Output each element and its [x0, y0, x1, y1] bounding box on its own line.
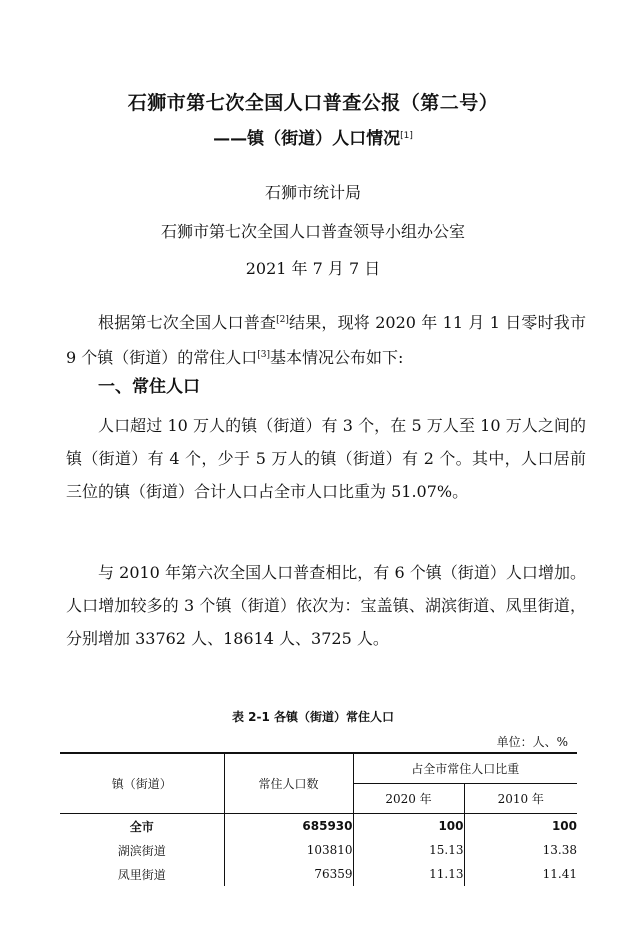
cell-share-2010: 13.38	[542, 843, 577, 857]
publish-date: 2021 年 7 月 7 日	[245, 259, 381, 278]
cell-share-2020: 100	[353, 814, 464, 839]
subtitle-footnote-ref[interactable]: [1]	[400, 131, 413, 141]
cell-name: 湖滨街道	[60, 838, 224, 862]
cell-share-2020: 15.13	[353, 838, 464, 862]
page-title: 石狮市第七次全国人口普查公报（第二号）	[127, 92, 499, 114]
issuer-bureau: 石狮市统计局	[264, 183, 361, 202]
intro-text-1: 根据第七次全国人口普查	[98, 313, 277, 332]
cell-population: 76359	[224, 862, 353, 886]
cell-share-2020: 11.13	[353, 862, 464, 886]
table-unit: 单位：人、%	[496, 735, 568, 749]
cell-share-2010: 11.41	[542, 867, 577, 881]
table-row	[60, 838, 577, 862]
paragraph-population-change: 与 2010 年第六次全国人口普查相比，有 6 个镇（街道）人口增加。人口增加较多的 3 个镇（街道）依次为：宝盖镇、湖滨街道、凤里街道，分别增加 33762 人、18614 人、3725 人。	[66, 563, 586, 648]
footnote-ref-2[interactable]: [2]	[276, 315, 289, 325]
intro-text-3: 基本情况公布如下:	[270, 348, 404, 367]
cell-population: 685930	[224, 814, 353, 839]
subtitle-text: ——镇（街道）人口情况	[213, 129, 401, 149]
page-subtitle	[0, 124, 626, 149]
cell-name: 凤里街道	[60, 862, 224, 886]
header-population: 常住人口数	[224, 753, 353, 814]
cell-share-2010: 100	[551, 819, 577, 833]
header-year-2020: 2020 年	[353, 784, 464, 814]
header-share: 占全市常住人口比重	[353, 753, 577, 784]
table-caption: 表 2-1 各镇（街道）常住人口	[231, 710, 395, 724]
section-heading-resident-population: 一、常住人口	[98, 377, 200, 397]
issuer-office: 石狮市第七次全国人口普查领导小组办公室	[160, 222, 465, 241]
cell-population: 103810	[224, 838, 353, 862]
intro-text-2: 结果，现将 2020 年 11 月 1 日零时我市 9 个镇（街道）的常住人口	[66, 313, 586, 367]
intro-paragraph	[66, 304, 586, 374]
paragraph-population-distribution: 人口超过 10 万人的镇（街道）有 3 个，在 5 万人至 10 万人之间的镇（街道）有 4 个，少于 5 万人的镇（街道）有 2 个。其中，人口居前三位的镇（街道）合计人口占全市人口比重为 51.07%。	[66, 416, 586, 501]
header-year-2010: 2010 年	[464, 784, 577, 814]
footnote-ref-3[interactable]: [3]	[257, 350, 271, 360]
header-name: 镇（街道）	[60, 753, 224, 814]
table-row	[60, 862, 577, 886]
table-row-total	[60, 814, 577, 839]
cell-name: 全市	[60, 814, 224, 839]
population-table	[60, 752, 577, 886]
